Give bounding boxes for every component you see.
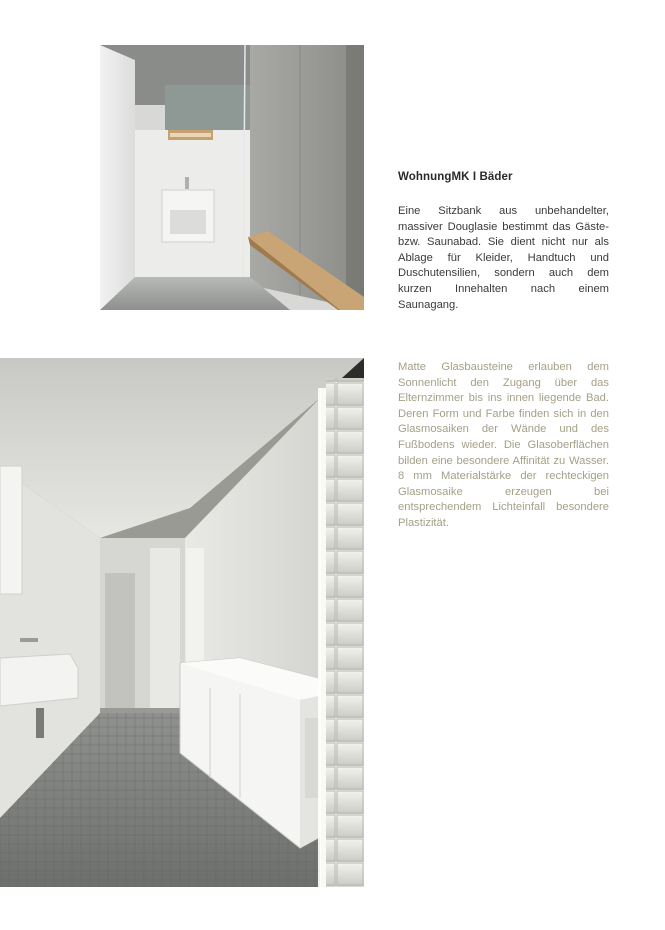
glass-block-bathroom-photo — [0, 358, 364, 887]
sauna-bath-photo — [100, 45, 364, 310]
glass-block-description: Matte Glasbausteine erlauben dem Sonnenlicht den Zugang über das Elternzimmer bis ins innen liegende Bad. Deren Form und Farbe finden sich in den Glasmosaiken der Wände und des Fußbodens wieder. Die Glasoberflächen bilden eine besondere Affinität zu Wasser. 8 mm Materialstärke der rechteckigen Glasmosaike erzeugen bei entsprechendem Lichteinfall besondere Plastizität. — [398, 361, 609, 529]
sauna-bath-description: Eine Sitzbank aus unbehandelter, massiver Douglasie bestimmt das Gäste- bzw. Saunabad. Sie dient nicht nur als Ablage für Kleider, Handtuch und Duschutensilien, sondern auch dem kurzen Innehalten nach einem Saunagang. — [398, 205, 609, 311]
section-heading: WohnungMK I Bäder — [398, 171, 513, 183]
